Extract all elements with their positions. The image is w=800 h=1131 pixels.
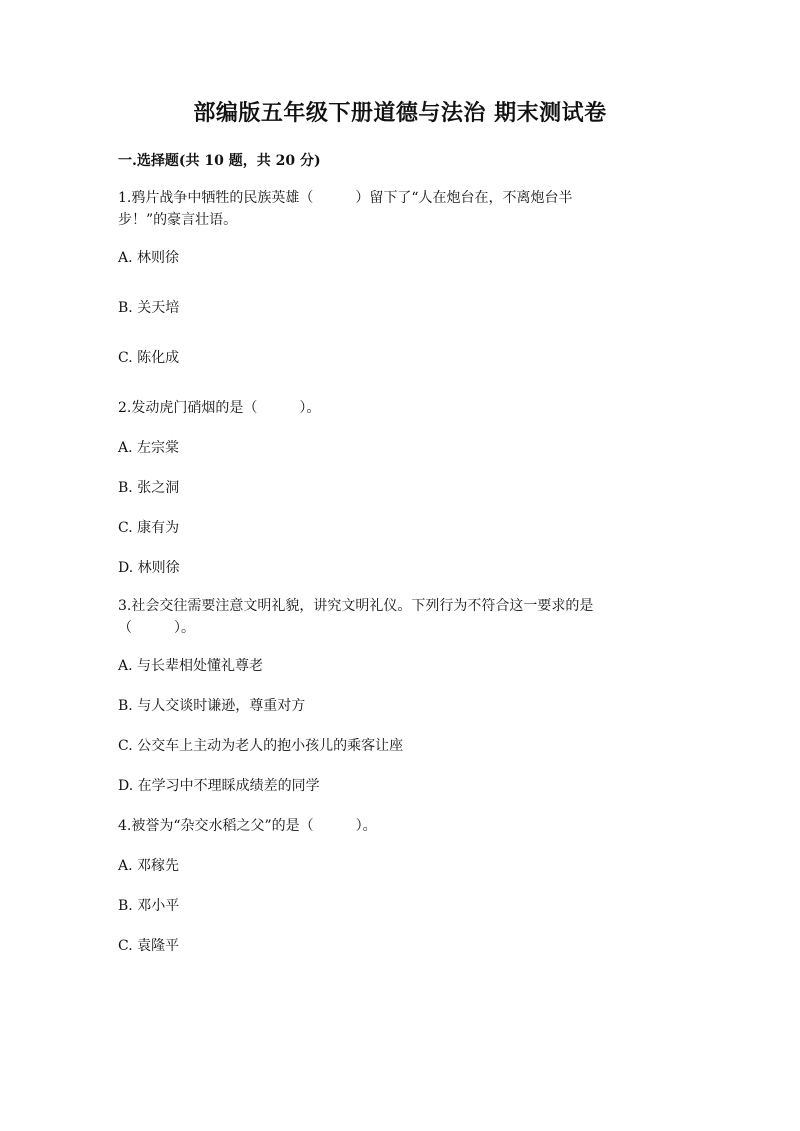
question-4-option-b: B. 邓小平 [118, 898, 180, 914]
question-1-stem-line-1: 1.鸦片战争中牺牲的民族英雄（ ）留下了“人在炮台在，不离炮台半 [118, 190, 573, 206]
page-title: 部编版五年级下册道德与法治 期末测试卷 [193, 100, 607, 126]
question-4-option-c: C. 袁隆平 [118, 938, 180, 954]
question-3-stem-line-1: 3.社会交往需要注意文明礼貌，讲究文明礼仪。下列行为不符合这一要求的是 [118, 598, 594, 614]
question-3-option-b: B. 与人交谈时谦逊，尊重对方 [118, 698, 306, 714]
section-heading: 一.选择题(共 10 题，共 20 分) [118, 153, 321, 169]
question-1-option-c: C. 陈化成 [118, 350, 180, 366]
question-2-option-d: D. 林则徐 [118, 560, 180, 576]
question-2-option-c: C. 康有为 [118, 520, 180, 536]
question-1-option-b: B. 关天培 [118, 300, 180, 316]
question-3-option-a: A. 与长辈相处懂礼尊老 [118, 658, 264, 674]
question-4-option-a: A. 邓稼先 [118, 858, 180, 874]
question-1-option-a: A. 林则徐 [118, 250, 180, 266]
question-2-option-a: A. 左宗棠 [118, 440, 180, 456]
question-1-stem-line-2: 步！”的豪言壮语。 [118, 212, 238, 228]
question-3-stem-line-2: （ ）。 [118, 620, 195, 636]
question-4-stem: 4.被誉为“杂交水稻之父”的是（ ）。 [118, 818, 377, 834]
question-2-stem: 2.发动虎门硝烟的是（ ）。 [118, 400, 321, 416]
question-3-option-d: D. 在学习中不理睬成绩差的同学 [118, 778, 320, 794]
question-3-option-c: C. 公交车上主动为老人的抱小孩儿的乘客让座 [118, 738, 404, 754]
question-2-option-b: B. 张之洞 [118, 480, 180, 496]
